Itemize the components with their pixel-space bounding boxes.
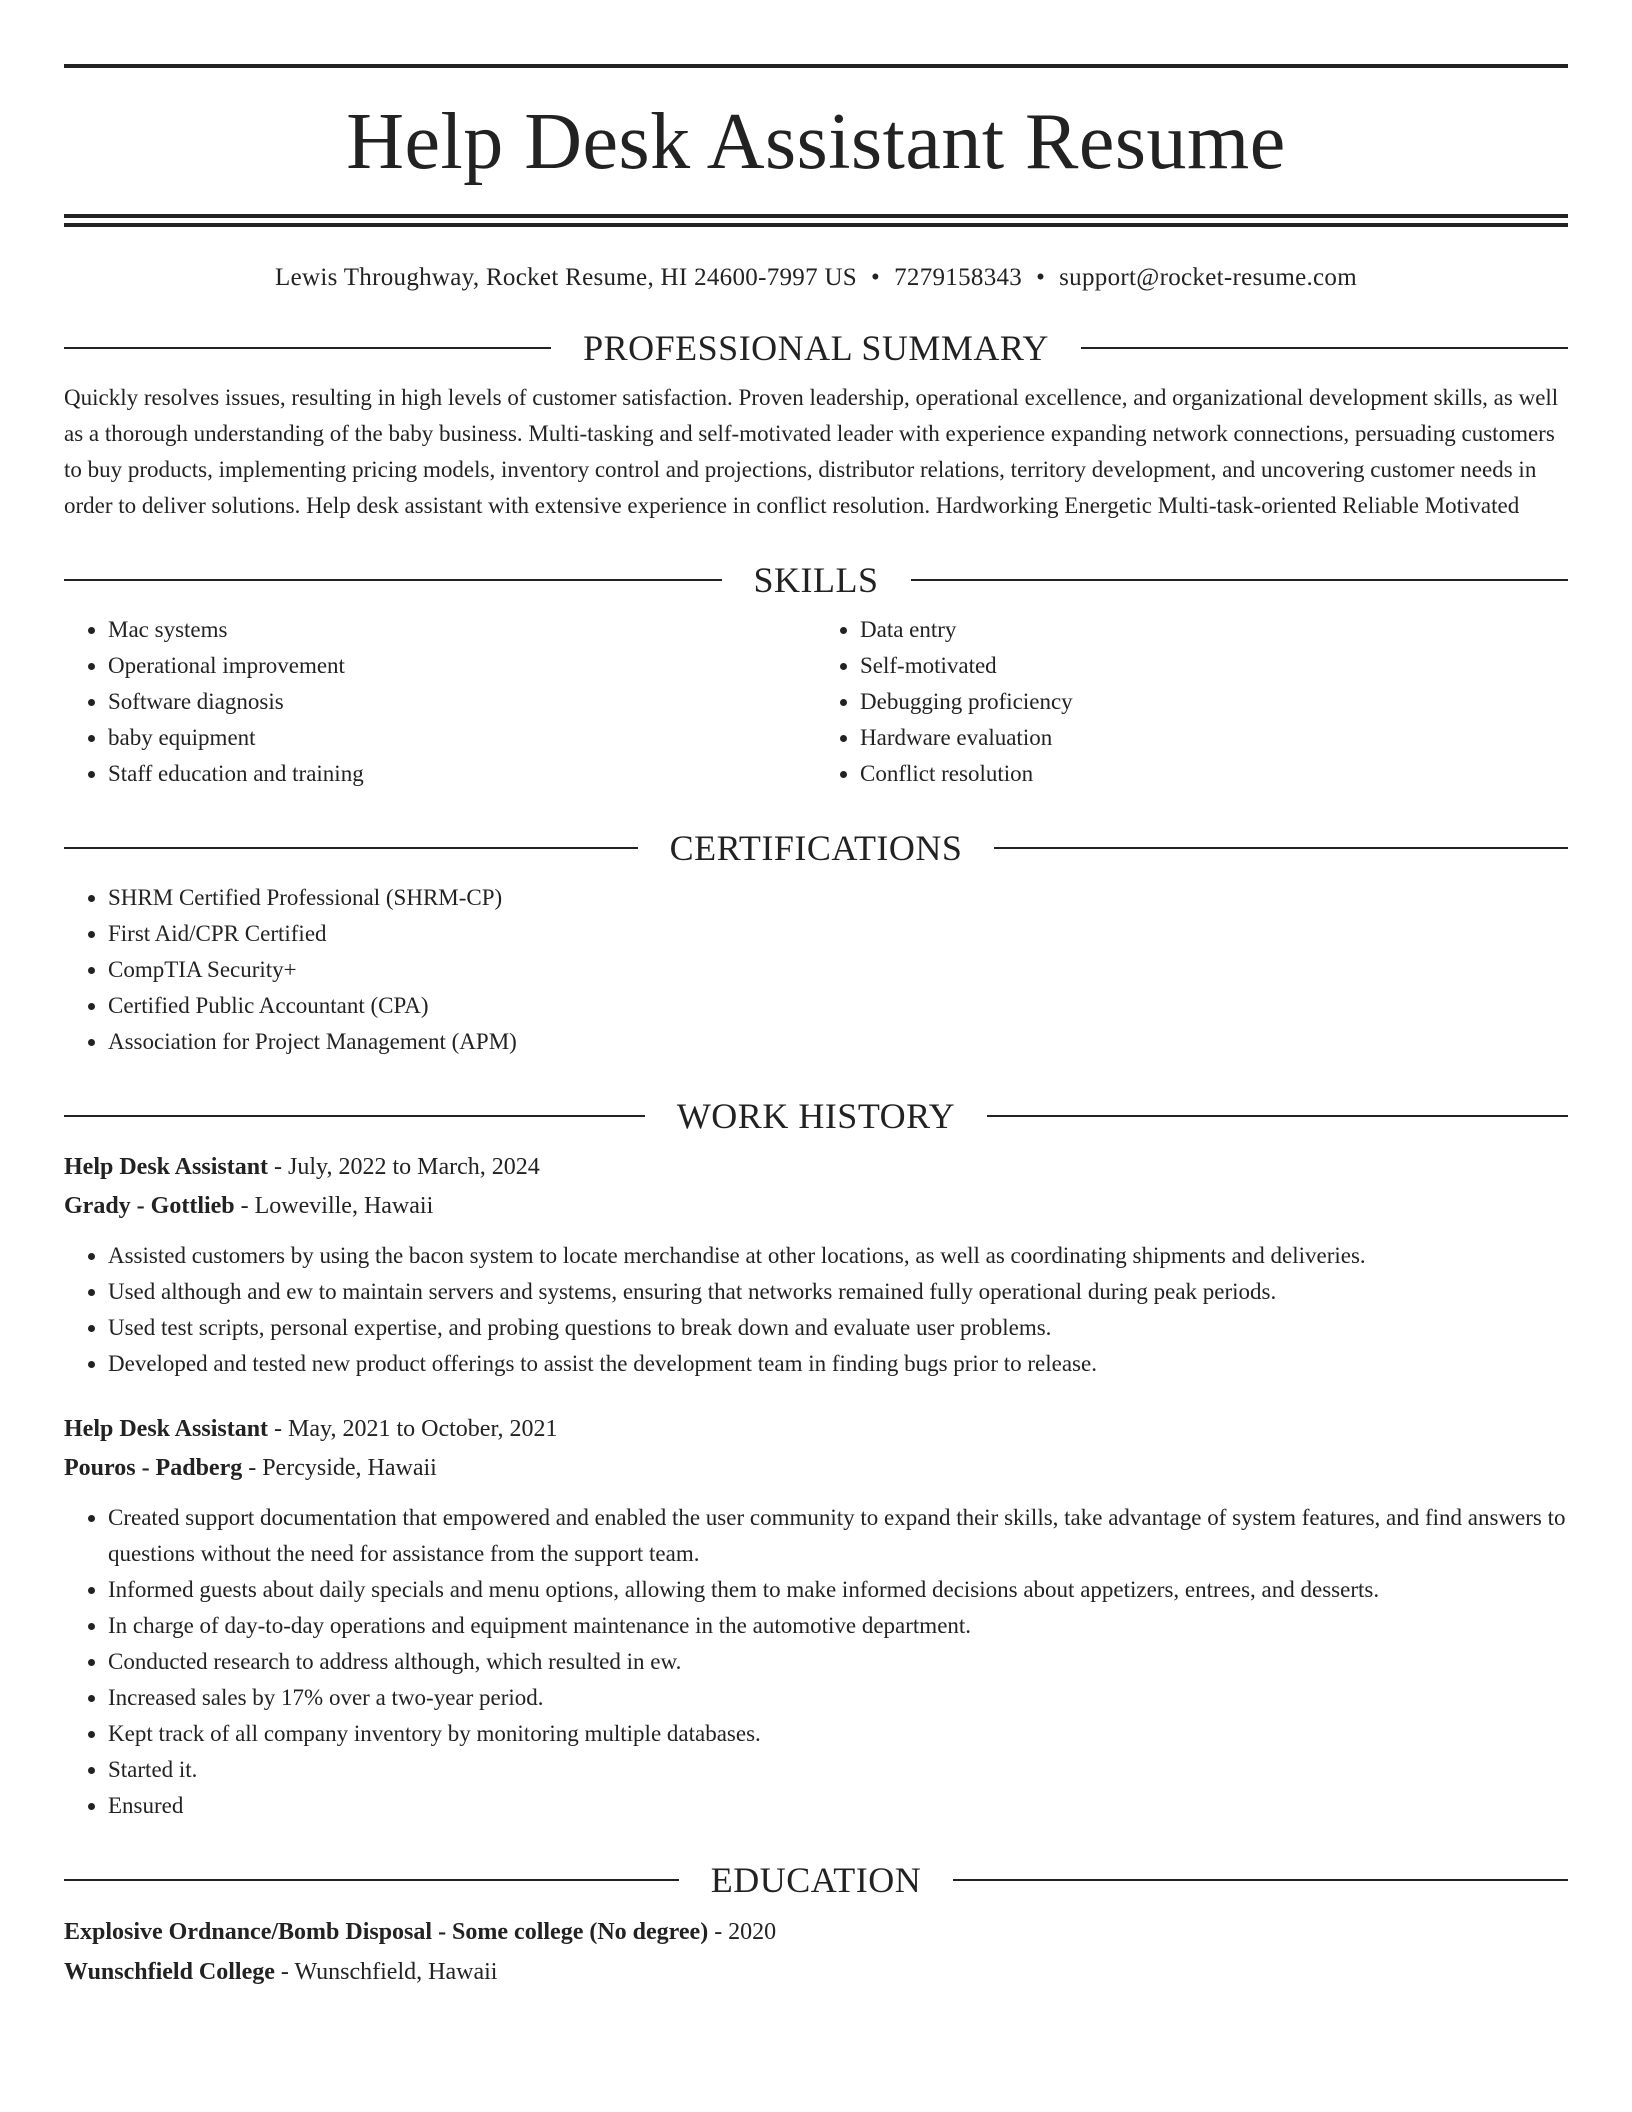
contact-separator: • — [1036, 264, 1046, 291]
certifications-list — [64, 880, 1568, 1060]
job-bullet: • Increased sales by 17% over a two-year period. — [108, 1680, 1568, 1716]
heading-rule-right — [994, 847, 1568, 849]
job-title-line — [64, 1148, 1568, 1187]
skill-item: • Data entry — [860, 612, 1568, 648]
heading-rule-left — [64, 847, 638, 849]
job-title-line — [64, 1410, 1568, 1449]
heading-rule-right — [1081, 347, 1568, 349]
contact-separator: • — [871, 264, 881, 291]
heading-rule-left — [64, 1115, 645, 1117]
page-title: Help Desk Assistant Resume — [346, 98, 1286, 186]
job-bullet: • Conducted research to address although, which resulted in ew. — [108, 1644, 1568, 1680]
job-bullet: • Kept track of all company inventory by monitoring multiple databases. — [108, 1716, 1568, 1752]
education-degree: Explosive Ordnance/Bomb Disposal - Some college (No degree) — [64, 1919, 709, 1945]
certification-item: • Certified Public Accountant (CPA) — [108, 988, 1568, 1024]
job-bullet: • Created support documentation that empowered and enabled the user community to expand their skills, take advantage of system features, and find answers to questions without the need for assistance from the support team. — [108, 1500, 1568, 1572]
summary-text: Quickly resolves issues, resulting in high levels of customer satisfaction. Proven leadership, operational excellence, and organizational development skills, as well as a thorough understanding of the baby business. Multi-tasking and self-motivated leader with experience expanding network connections, persuading customers to buy products, implementing pricing models, inventory control and projections, distributor relations, territory development, and uncovering customer needs in order to deliver solutions. Help desk assistant with extensive experience in conflict resolution. Hardworking Energetic Multi-task-oriented Reliable Motivated — [64, 385, 1559, 518]
skill-item: • Hardware evaluation — [860, 720, 1568, 756]
skill-item: • Staff education and training — [108, 756, 816, 792]
work-heading-label: WORK HISTORY — [676, 1096, 956, 1136]
heading-rule-left — [64, 1879, 679, 1881]
work-section-heading — [64, 1098, 1568, 1134]
job-bullet: • Used test scripts, personal expertise, and probing questions to break down and evaluate user problems. — [108, 1310, 1568, 1346]
certifications-section-heading — [64, 830, 1568, 866]
job-bullet: • Started it. — [108, 1752, 1568, 1788]
education-school-line — [64, 1952, 1568, 1992]
certification-item: • Association for Project Management (APM) — [108, 1024, 1568, 1060]
education-school: Wunschfield College — [64, 1959, 275, 1985]
contact-address: Lewis Throughway, Rocket Resume, HI 24600-7997 US — [275, 264, 858, 291]
contact-phone: 7279158343 — [894, 264, 1023, 291]
title-double-rule — [64, 214, 1568, 227]
top-rule — [64, 64, 1568, 68]
certification-item: • First Aid/CPR Certified — [108, 916, 1568, 952]
skills-list-left — [64, 612, 816, 792]
education-degree-line — [64, 1912, 1568, 1952]
skill-item: • baby equipment — [108, 720, 816, 756]
job-bullet: • Developed and tested new product offerings to assist the development team in finding bugs prior to release. — [108, 1346, 1568, 1382]
job-bullet: • In charge of day-to-day operations and equipment maintenance in the automotive department. — [108, 1608, 1568, 1644]
job-bullet: • Ensured — [108, 1788, 1568, 1824]
skill-item: • Software diagnosis — [108, 684, 816, 720]
job-bullet: • Assisted customers by using the bacon system to locate merchandise at other locations, as well as coordinating shipments and deliveries. — [108, 1238, 1568, 1274]
skills-heading-label: SKILLS — [753, 560, 879, 600]
contact-email[interactable]: support@rocket-resume.com — [1059, 264, 1357, 291]
heading-rule-right — [987, 1115, 1568, 1117]
job-bullets — [64, 1500, 1568, 1824]
heading-rule-right — [953, 1879, 1568, 1881]
summary-section-heading — [64, 330, 1568, 366]
job-bullet: • Used although and ew to maintain servers and systems, ensuring that networks remained fully operational during peak periods. — [108, 1274, 1568, 1310]
education-location: - Wunschfield, Hawaii — [274, 1959, 498, 1985]
skill-item: • Mac systems — [108, 612, 816, 648]
job-bullet: • Informed guests about daily specials and menu options, allowing them to make informed decisions about appetizers, entrees, and desserts. — [108, 1572, 1568, 1608]
heading-rule-left — [64, 579, 722, 581]
job-entry — [64, 1148, 1568, 1382]
skill-item: • Debugging proficiency — [860, 684, 1568, 720]
job-bullets — [64, 1238, 1568, 1382]
certification-item: • CompTIA Security+ — [108, 952, 1568, 988]
skills-list-right — [816, 612, 1568, 792]
employer-name: Pouros - Padberg — [64, 1455, 243, 1481]
employer-line — [64, 1187, 1568, 1226]
job-dates: - July, 2022 to March, 2024 — [268, 1154, 540, 1180]
certification-item: • SHRM Certified Professional (SHRM-CP) — [108, 880, 1568, 916]
summary-heading-label: PROFESSIONAL SUMMARY — [583, 328, 1049, 368]
heading-rule-left — [64, 347, 551, 349]
job-entry — [64, 1410, 1568, 1824]
skill-item: • Operational improvement — [108, 648, 816, 684]
employer-name: Grady - Gottlieb — [64, 1193, 235, 1219]
education-section-heading — [64, 1862, 1568, 1898]
education-year: - 2020 — [708, 1919, 777, 1945]
education-heading-label: EDUCATION — [710, 1860, 922, 1900]
skills-grid — [64, 612, 1568, 792]
job-dates: - May, 2021 to October, 2021 — [268, 1416, 558, 1442]
job-title: Help Desk Assistant — [64, 1416, 269, 1442]
skill-item: • Self-motivated — [860, 648, 1568, 684]
employer-line — [64, 1449, 1568, 1488]
employer-location: - Percyside, Hawaii — [242, 1455, 437, 1481]
skill-item: • Conflict resolution — [860, 756, 1568, 792]
job-title: Help Desk Assistant — [64, 1154, 269, 1180]
heading-rule-right — [911, 579, 1569, 581]
employer-location: - Loweville, Hawaii — [234, 1193, 434, 1219]
contact-line — [64, 264, 1568, 292]
certifications-heading-label: CERTIFICATIONS — [669, 828, 963, 868]
skills-section-heading — [64, 562, 1568, 598]
